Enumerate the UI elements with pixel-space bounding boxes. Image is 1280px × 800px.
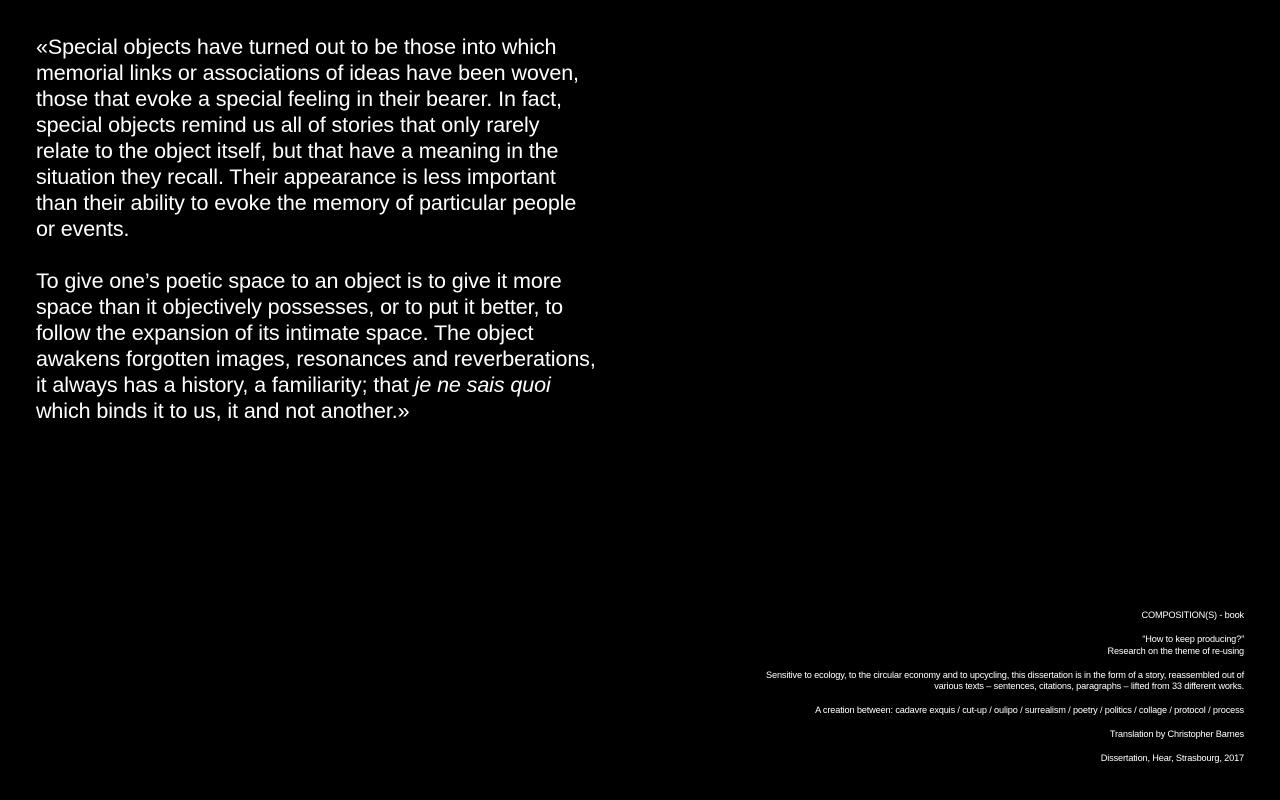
description-line-1: Sensitive to ecology, to the circular economy and to upcycling, this dissertation is in the form of a story, reassembled out of — [766, 669, 1244, 680]
credits-title-block — [644, 610, 1244, 622]
quote-block — [36, 34, 596, 450]
quote-italic-phrase: je ne sais quoi — [414, 373, 551, 397]
dissertation-info: Dissertation, Hear, Strasbourg, 2017 — [1100, 753, 1244, 763]
credits-creation-block — [644, 705, 1244, 717]
credits-dissertation-block — [644, 753, 1244, 765]
quote-paragraph-2-start: To give one’s poetic space to an object is to give it more space than it objectively possesses, or to put it better, to follow the expansion of its intimate space. The object awakens forgotten images, resonances and reverberations, it always has a history, a familiarity; that — [36, 269, 596, 397]
credits-block — [644, 610, 1244, 777]
book-subtitle-research: Research on the theme of re-using — [1107, 645, 1244, 656]
translation-credit: Translation by Christopher Barnes — [1109, 729, 1244, 739]
credits-translation-block — [644, 729, 1244, 741]
quote-paragraph-2-end: which binds it to us, it and not another.» — [36, 399, 410, 423]
description-line-2: various texts – sentences, citations, paragraphs – lifted from 33 different works. — [934, 681, 1244, 691]
credits-description-block — [644, 670, 1244, 693]
quote-paragraph-1: «Special objects have turned out to be those into which memorial links or associations of ideas have been woven, those that evoke a special feeling in their bearer. In fact, special objects remind us all of stories that only rarely relate to the object itself, but that have a meaning in the situation they recall. Their appearance is less important than their ability to evoke the memory of particular people or events. — [36, 35, 579, 241]
quote-paragraph-2 — [36, 268, 596, 424]
creation-methods: A creation between: cadavre exquis / cut-up / oulipo / surrealism / poetry / politics / collage / protocol / process — [815, 705, 1244, 715]
credits-subtitle-block — [644, 634, 1244, 657]
book-title: COMPOSITION(S) - book — [1141, 610, 1244, 620]
book-subtitle-question: “How to keep producing?” — [1142, 634, 1244, 644]
